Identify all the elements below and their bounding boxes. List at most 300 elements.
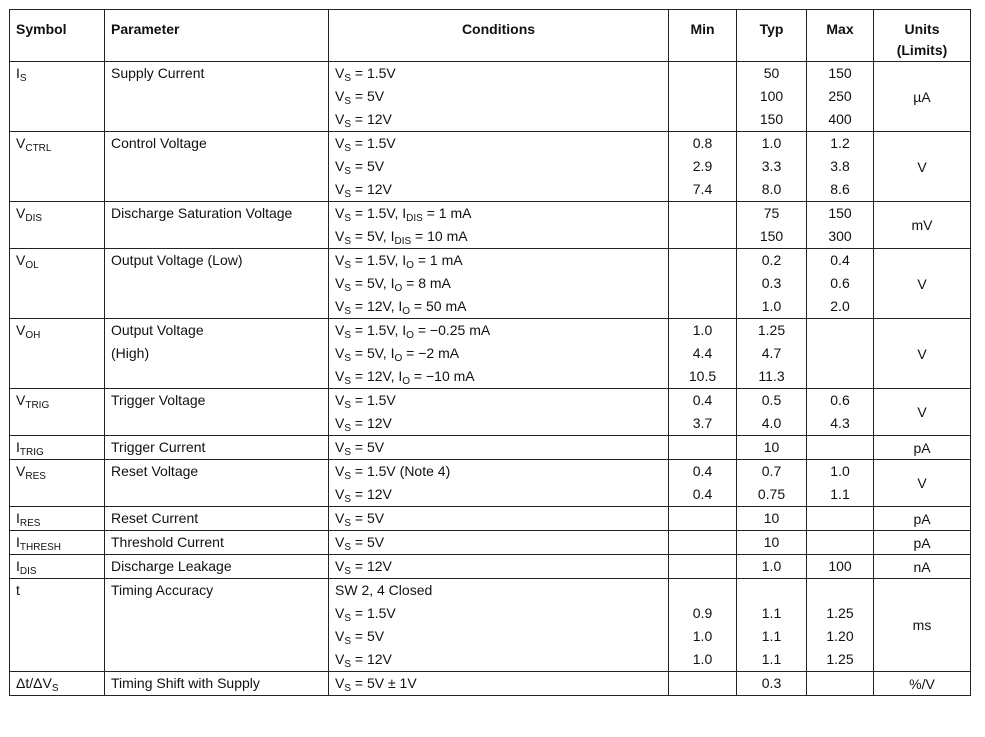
units-cell [874,132,971,202]
condition-text: V [335,534,345,550]
condition-line [329,436,668,459]
condition-line [329,389,668,412]
condition-text: = 1.5V [351,605,396,621]
condition-line [329,272,668,295]
symbol-main: V [16,322,26,338]
units-cell [874,460,971,507]
table-row [10,555,971,579]
condition-subscript: S [344,283,352,294]
typ-value: 8.0 [761,181,782,197]
min-value [669,436,736,459]
conditions-cell [329,579,669,672]
max-cell [807,132,874,202]
condition-text: = −2 mA [402,345,460,361]
typ-value: 150 [759,111,784,127]
condition-text: = 1.5V, I [351,252,407,268]
min-cell [669,62,737,132]
symbol [10,202,104,225]
max-value [807,365,873,388]
parameter-name: Timing Accuracy [111,582,214,598]
condition-text: = 5V [351,158,385,174]
max-value: 150 [828,205,852,221]
condition-text: V [335,298,345,314]
condition-line [329,319,668,342]
parameter-name: Reset Current [111,510,199,526]
conditions-cell [329,672,669,696]
condition-line [329,579,668,602]
min-value: 1.0 [692,651,713,667]
units-value: nA [913,558,931,575]
parameter-cell [105,579,329,672]
units-value: pA [913,510,931,527]
parameter-name: Discharge Saturation Voltage [111,205,293,221]
table-row [10,249,971,319]
condition-line [329,412,668,435]
condition-subscript: DIS [394,236,412,247]
condition-text: = 1.5V [351,65,396,81]
conditions-cell [329,319,669,389]
condition-text: = 5V [351,628,385,644]
condition-line [329,342,668,365]
condition-text: V [335,439,345,455]
table-row [10,132,971,202]
condition-subscript: S [344,518,352,529]
units-cell [874,507,971,531]
parameter-cell [105,249,329,319]
typ-cell [737,555,807,579]
symbol-main: I [16,65,20,81]
typ-cell [737,132,807,202]
typ-value: 4.7 [761,345,782,361]
parameter-name: Discharge Leakage [111,558,232,574]
header-conditions: Conditions [329,10,669,62]
table-row [10,389,971,436]
symbol-subscript: TRIG [25,400,50,411]
table-row [10,531,971,555]
condition-text: = 5V [351,439,385,455]
typ-cell [737,202,807,249]
condition-subscript: S [344,236,352,247]
max-value: 250 [828,88,852,104]
condition-text: V [335,158,345,174]
units-value: V [917,275,927,292]
max-value: 1.1 [830,486,850,502]
symbol-cell [10,202,105,249]
condition-text: V [335,205,345,221]
parameter-cell [105,319,329,389]
conditions-cell [329,202,669,249]
conditions-cell [329,436,669,460]
max-value [807,531,873,554]
condition-subscript: DIS [406,213,423,224]
condition-subscript: O [402,376,411,387]
condition-subscript: S [344,143,352,154]
condition-subscript: S [344,213,352,224]
min-cell [669,202,737,249]
header-units [874,10,971,62]
max-cell [807,389,874,436]
table-row [10,62,971,132]
parameter-name: Reset Voltage [111,463,199,479]
conditions-cell [329,132,669,202]
condition-text: V [335,368,345,384]
max-cell [807,460,874,507]
condition-subscript: S [344,119,352,130]
parameter-name: Control Voltage [111,135,207,151]
max-value: 8.6 [830,181,850,197]
table-row [10,460,971,507]
typ-value: 0.5 [761,392,782,408]
condition-text: = 1.5V (Note 4) [351,463,451,479]
condition-text: V [335,345,345,361]
typ-value: 50 [763,65,780,81]
typ-value: 0.3 [761,675,782,691]
condition-line [329,507,668,530]
condition-text: V [335,510,345,526]
symbol [10,672,104,695]
condition-subscript: O [406,260,414,271]
condition-text: V [335,486,345,502]
units-cell [874,319,971,389]
max-cell [807,249,874,319]
symbol-main: V [16,135,26,151]
min-value [669,272,736,295]
symbol-subscript: DIS [19,566,37,577]
condition-line [329,85,668,108]
conditions-cell [329,507,669,531]
condition-subscript: S [344,423,352,434]
condition-subscript: S [344,376,352,387]
min-cell [669,579,737,672]
max-value: 1.2 [830,135,850,151]
typ-value: 0.2 [761,252,782,268]
max-cell [807,579,874,672]
symbol-main: I [16,439,20,455]
min-value: 10.5 [688,368,717,384]
condition-text: = 1.5V [351,135,396,151]
symbol [10,555,104,578]
condition-subscript: S [344,400,352,411]
max-cell [807,507,874,531]
condition-subscript: S [344,613,352,624]
condition-subscript: S [344,447,352,458]
typ-value: 0.3 [761,275,782,291]
header-parameter: Parameter [105,10,329,62]
header-row [10,10,971,62]
max-value: 0.6 [830,275,850,291]
condition-text: V [335,628,345,644]
parameter-name: Output Voltage (Low) [111,252,243,268]
symbol-subscript: OL [25,260,39,271]
condition-line [329,625,668,648]
header-max: Max [807,10,874,62]
units-value: V [917,475,927,491]
conditions-cell [329,389,669,436]
parameter-name: (High) [111,345,150,361]
max-cell [807,319,874,389]
units-value: ms [912,617,932,633]
symbol-cell [10,436,105,460]
max-value: 1.25 [826,651,854,667]
condition-subscript: O [394,283,403,294]
min-value [669,225,736,248]
symbol-main: I [16,558,20,574]
min-value: 0.9 [692,605,713,621]
units-value: V [917,345,927,362]
typ-value: 0.7 [761,463,782,479]
table-row [10,672,971,696]
condition-text: = 1.5V, I [351,205,407,221]
min-value [669,579,736,602]
typ-cell [737,389,807,436]
symbol-cell [10,507,105,531]
typ-value [737,579,806,602]
symbol [10,579,104,602]
typ-value: 1.0 [761,135,782,151]
units-value: V [917,158,927,175]
min-cell [669,249,737,319]
symbol-main: V [16,392,26,408]
typ-value: 10 [763,439,780,455]
symbol [10,62,104,85]
typ-value: 1.1 [761,628,782,644]
typ-cell [737,460,807,507]
min-value [669,108,736,131]
electrical-characteristics-table [9,9,971,696]
condition-line [329,108,668,131]
symbol-subscript: RES [19,518,41,529]
condition-text: V [335,415,345,431]
condition-line [329,178,668,201]
parameter-cell [105,531,329,555]
condition-text: = 5V [351,534,385,550]
conditions-cell [329,62,669,132]
condition-text: = 1 mA [413,252,463,268]
symbol [10,436,104,459]
condition-subscript: S [344,494,352,505]
symbol [10,249,104,272]
symbol-cell [10,531,105,555]
condition-text: = 12V, I [351,298,403,314]
condition-subscript: S [344,260,352,271]
symbol [10,319,104,342]
condition-subscript: S [344,566,352,577]
typ-value: 3.3 [761,158,782,174]
min-value: 0.4 [692,392,713,408]
min-cell [669,460,737,507]
condition-text: = 8 mA [402,275,451,291]
condition-line [329,365,668,388]
units-value: pA [913,439,931,456]
condition-line [329,62,668,85]
symbol-main: V [16,252,26,268]
symbol-cell [10,389,105,436]
parameter-cell [105,672,329,696]
max-value [807,342,873,365]
parameter-cell [105,436,329,460]
min-value [669,249,736,272]
condition-subscript: O [406,330,414,341]
condition-text: = 12V, I [351,368,403,384]
conditions-cell [329,249,669,319]
condition-text: = 12V [351,111,392,127]
typ-value: 1.0 [761,558,782,574]
condition-subscript: O [402,306,411,317]
min-value: 2.9 [692,158,713,174]
min-value: 7.4 [692,181,713,197]
min-value [669,85,736,108]
condition-text: = 12V [351,486,392,502]
symbol-subscript: DIS [25,213,43,224]
condition-text: V [335,88,345,104]
condition-text: V [335,605,345,621]
min-value: 4.4 [692,345,713,361]
parameter-cell [105,62,329,132]
units-cell [874,555,971,579]
typ-value: 1.0 [761,298,782,314]
header-units-label: Units [904,21,940,37]
condition-line [329,249,668,272]
table-row [10,507,971,531]
condition-line [329,672,668,695]
condition-line [329,202,668,225]
condition-text: = 12V [351,651,392,667]
min-cell [669,319,737,389]
max-value: 1.25 [826,605,854,621]
symbol-cell [10,249,105,319]
header-typ: Typ [737,10,807,62]
symbol-cell [10,319,105,389]
min-value: 0.4 [692,486,713,502]
condition-text: = 5V, I [351,275,395,291]
condition-text: V [335,65,345,81]
condition-text: V [335,322,345,338]
symbol-main: I [16,510,20,526]
min-cell [669,507,737,531]
min-value [669,531,736,554]
condition-subscript: S [344,659,352,670]
typ-cell [737,531,807,555]
condition-text: V [335,181,345,197]
parameter-name: Threshold Current [111,534,224,550]
symbol-cell [10,555,105,579]
condition-line [329,555,668,578]
max-cell [807,531,874,555]
parameter-cell [105,460,329,507]
parameter-cell [105,202,329,249]
condition-line [329,531,668,554]
max-value: 1.20 [826,628,854,644]
typ-value: 10 [763,534,780,550]
units-cell [874,389,971,436]
table-row [10,202,971,249]
header-min: Min [669,10,737,62]
max-value [807,672,873,695]
units-cell [874,436,971,460]
min-value: 3.7 [692,415,713,431]
symbol-subscript: THRESH [19,542,62,553]
max-value: 3.8 [830,158,850,174]
condition-line [329,483,668,506]
conditions-cell [329,460,669,507]
symbol-subscript: OH [25,330,41,341]
symbol-subscript: CTRL [25,143,52,154]
symbol [10,132,104,155]
table-body [10,62,971,696]
table-row [10,436,971,460]
condition-subscript: S [344,96,352,107]
max-value: 100 [828,558,852,574]
symbol-main: t [16,582,20,598]
condition-text: = 10 mA [411,228,468,244]
min-value [669,507,736,530]
units-cell [874,249,971,319]
parameter-name: Timing Shift with Supply [111,675,260,691]
max-value [807,507,873,530]
units-value: µA [913,88,931,105]
parameter-cell [105,507,329,531]
typ-cell [737,62,807,132]
max-value [807,436,873,459]
max-value: 0.6 [830,392,850,408]
symbol-subscript: TRIG [19,447,44,458]
condition-subscript: S [344,306,352,317]
condition-subscript: S [344,330,352,341]
condition-subscript: S [344,542,352,553]
typ-value: 150 [759,228,784,244]
condition-line [329,602,668,625]
symbol-cell [10,460,105,507]
condition-text: V [335,252,345,268]
condition-text: = 50 mA [410,298,467,314]
condition-text: = 12V [351,415,392,431]
condition-text: = −0.25 mA [413,322,491,338]
symbol [10,389,104,412]
table-row [10,319,971,389]
units-cell [874,579,971,672]
min-cell [669,436,737,460]
max-value [807,579,873,602]
parameter-name: Trigger Voltage [111,392,206,408]
symbol-main: V [16,463,26,479]
symbol-subscript: S [19,73,27,84]
condition-line [329,460,668,483]
condition-subscript: S [344,353,352,364]
min-value [669,295,736,318]
condition-text: SW 2, 4 Closed [335,582,433,598]
condition-line [329,155,668,178]
max-value: 0.4 [830,252,850,268]
min-cell [669,531,737,555]
min-value [669,62,736,85]
units-value: pA [913,534,931,551]
condition-subscript: S [344,73,352,84]
typ-value: 100 [759,88,784,104]
conditions-cell [329,555,669,579]
typ-cell [737,436,807,460]
parameter-name: Trigger Current [111,439,206,455]
condition-text: = −10 mA [410,368,475,384]
units-value: V [917,404,927,420]
condition-text: V [335,135,345,151]
typ-value: 10 [763,510,780,526]
symbol-subscript: S [51,683,59,694]
parameter-name: Output Voltage [111,322,204,338]
parameter-name: Supply Current [111,65,205,81]
typ-value: 4.0 [761,415,782,431]
units-cell [874,62,971,132]
max-value: 2.0 [830,298,850,314]
